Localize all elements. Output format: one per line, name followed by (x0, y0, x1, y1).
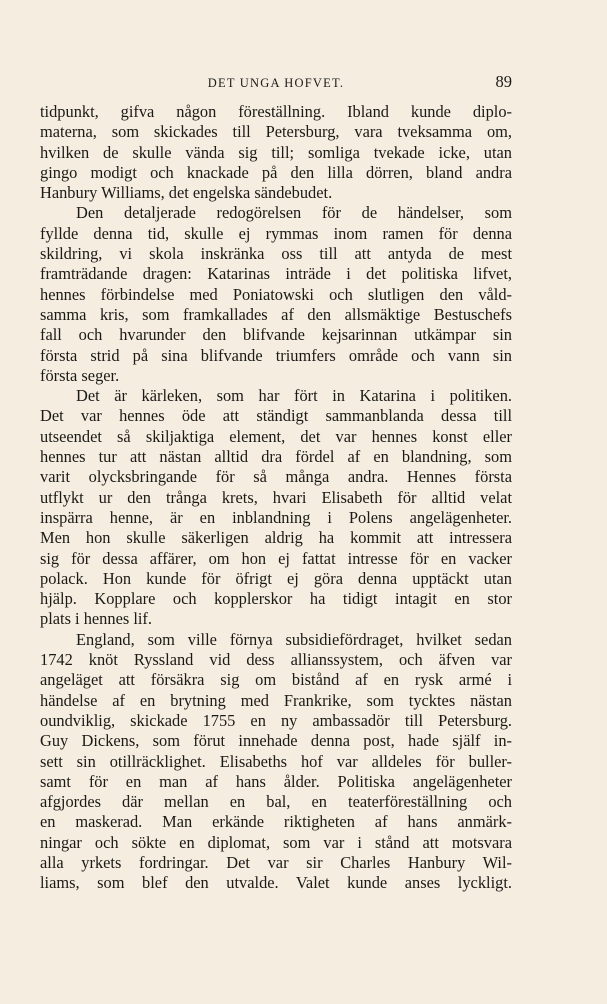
text-line: samma kris, som framkallades af den allsmäktige Bestuschefs (40, 304, 512, 324)
text-line: sig för dessa affärer, om hon ej fattat intresse för en vacker (40, 548, 512, 568)
text-line: gingo modigt och knackade på den lilla dörren, bland andra (40, 162, 512, 182)
page-header (40, 72, 512, 94)
running-title: DET UNGA HOFVET. (207, 76, 345, 90)
text-line: 1742 knöt Ryssland vid dess allianssystem, och äfven var (40, 650, 512, 670)
text-line: Det är kärleken, som har fört in Katarina i politiken. (76, 386, 512, 406)
text-line: plats i hennes lif. (40, 609, 152, 629)
text-line: Hanbury Williams, det engelska sändebudet. (40, 183, 333, 203)
text-line: hennes tur att nästan alltid dra fördel af en blandning, som (40, 447, 512, 467)
text-line: Den detaljerade redogörelsen för de händelser, som (76, 203, 512, 223)
text-line: utflykt ur den trånga krets, hvari Elisabeth för alltid velat (40, 487, 512, 507)
text-line: skildring, vi skola inskränka oss till att antyda de mest (40, 244, 512, 264)
text-line: England, som ville förnya subsidiefördraget, hvilket sedan (76, 629, 512, 649)
text-line: utseendet så skiljaktiga element, det var hennes konst eller (40, 426, 512, 446)
text-line: liams, som blef den utvalde. Valet kunde anses lyckligt. (40, 873, 512, 893)
body-text (40, 102, 512, 894)
text-line: Men hon skulle säkerligen aldrig ha kommit att intressera (40, 528, 512, 548)
text-line: första seger. (40, 365, 120, 385)
text-line: framträdande dragen: Katarinas inträde i det politiska lifvet, (40, 264, 512, 284)
text-line: en maskerad. Man erkände riktigheten af hans anmärk- (40, 812, 512, 832)
text-line: samt för en man af hans ålder. Politiska angelägenheter (40, 771, 512, 791)
text-line: hjälp. Kopplare och kopplerskor ha tidigt intagit en stor (40, 589, 512, 609)
page-number: 89 (495, 72, 512, 91)
text-line: tidpunkt, gifva någon föreställning. Ibland kunde diplo- (40, 102, 512, 121)
text-line: första strid på sina blifvande triumfers område och vann sin (40, 345, 512, 365)
text-line: ningar och sökte en diplomat, som var i stånd att motsvara (40, 832, 512, 852)
text-line: oundviklig, skickade 1755 en ny ambassadör till Petersburg. (40, 710, 512, 730)
text-line: afgjordes där mellan en bal, en teaterföreställning och (40, 792, 512, 812)
text-line: polack. Hon kunde för öfrigt ej göra denna upptäckt utan (40, 568, 512, 588)
text-line: händelse af en brytning med Frankrike, som tycktes nästan (40, 690, 512, 710)
text-line: fall och hvarunder den blifvande kejsarinnan utkämpar sin (40, 325, 512, 345)
text-line: Det var hennes öde att ständigt sammanblanda dessa till (40, 406, 512, 426)
text-line: alla yrkets fordringar. Det var sir Charles Hanbury Wil- (40, 852, 512, 872)
text-line: sett sin otillräcklighet. Elisabeths hof var alldeles för buller- (40, 751, 512, 771)
text-line: hennes förbindelse med Poniatowski och slutligen den våld- (40, 284, 512, 304)
text-line: inspärra henne, är en inblandning i Polens angelägenheter. (40, 507, 512, 527)
text-line: Guy Dickens, som förut innehade denna post, hade själf in- (40, 731, 512, 751)
text-line: fyllde denna tid, skulle ej rymmas inom ramen för denna (40, 223, 512, 243)
text-line: varit olycksbringande för så många andra. Hennes första (40, 467, 512, 487)
text-line: angeläget att försäkra sig om bistånd af en rysk armé i (40, 670, 512, 690)
text-line: hvilken de skulle vända sig till; somliga tvekade icke, utan (40, 142, 512, 162)
text-line: materna, som skickades till Petersburg, vara tveksamma om, (40, 122, 512, 142)
